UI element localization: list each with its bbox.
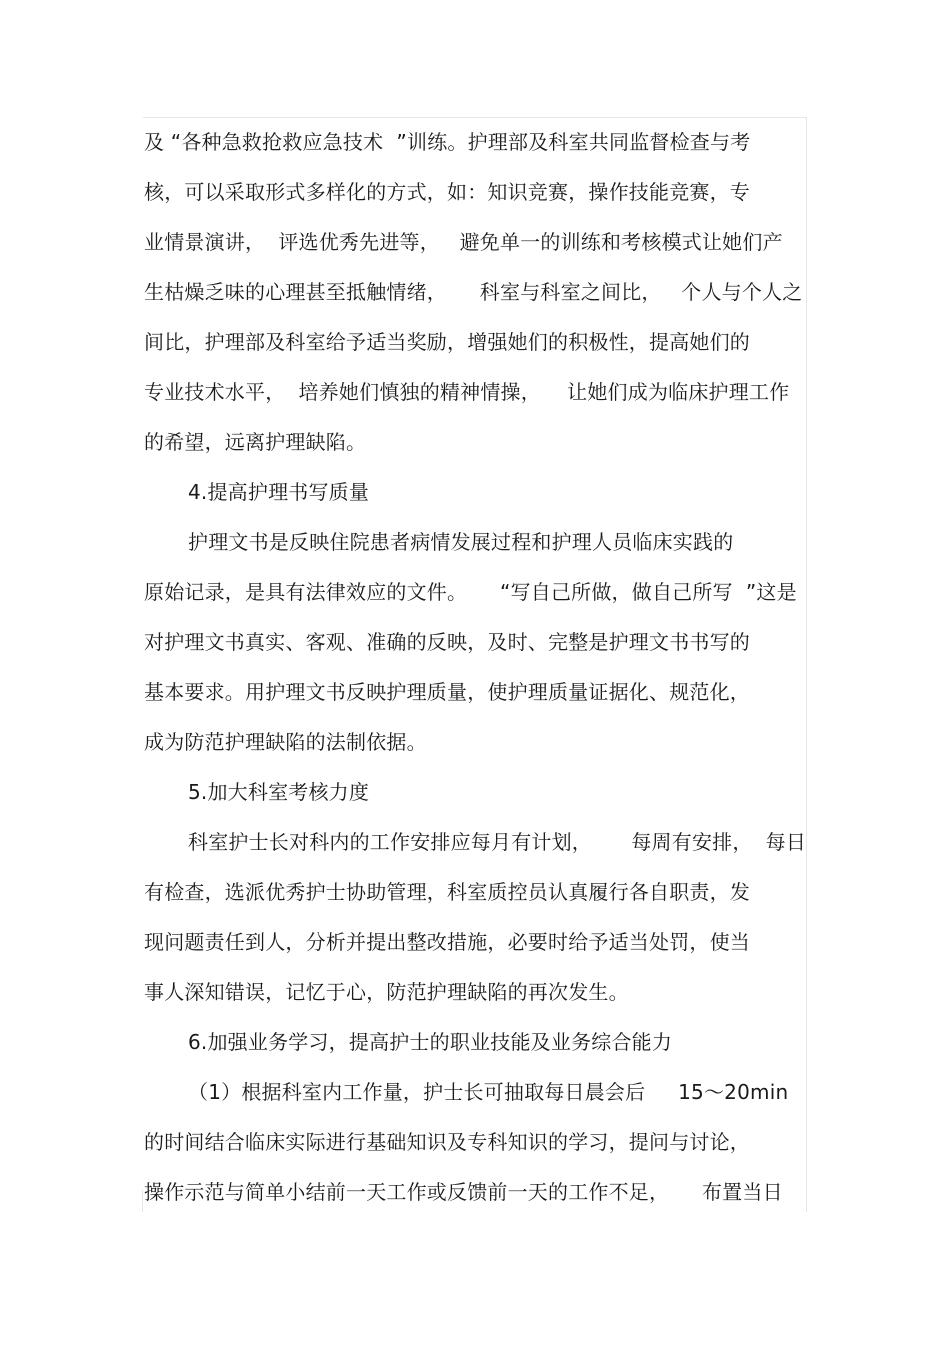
page-border-left bbox=[142, 1190, 143, 1212]
text-line: 事人深知错误，记忆于心，防范护理缺陷的再次发生。 bbox=[144, 980, 629, 1004]
paragraph-first-line: 科室护士长对科内的工作安排应每月有计划， 每周有安排， 每日 bbox=[188, 830, 807, 854]
text-line: 生枯燥乏味的心理甚至抵触情绪， 科室与科室之间比， 个人与个人之 bbox=[144, 280, 803, 304]
text-line: 基本要求。用护理文书反映护理质量，使护理质量证据化、规范化， bbox=[144, 680, 750, 704]
paragraph-first-line: 护理文书是反映住院患者病情发展过程和护理人员临床实践的 bbox=[188, 530, 734, 554]
text-line: 原始记录，是具有法律效应的文件。 “写自己所做，做自己所写 ”这是 bbox=[144, 580, 797, 604]
text-line: 有检查，选派优秀护士协助管理，科室质控员认真履行各自职责，发 bbox=[144, 880, 750, 904]
page-border-top bbox=[143, 117, 806, 118]
text-line: 操作示范与简单小结前一天工作或反馈前一天的工作不足， 布置当日 bbox=[144, 1180, 783, 1204]
section-heading: 4.提高护理书写质量 bbox=[188, 480, 370, 504]
text-line: 及 “各种急救抢救应急技术 ”训练。护理部及科室共同监督检查与考 bbox=[144, 130, 751, 154]
text-line: 现问题责任到人，分析并提出整改措施，必要时给予适当处罚，使当 bbox=[144, 930, 750, 954]
text-line: 业情景演讲， 评选优秀先进等， 避免单一的训练和考核模式让她们产 bbox=[144, 230, 783, 254]
text-line: 成为防范护理缺陷的法制依据。 bbox=[144, 730, 427, 754]
section-heading: 6.加强业务学习，提高护士的职业技能及业务综合能力 bbox=[188, 1030, 673, 1054]
text-line: 的希望，远离护理缺陷。 bbox=[144, 430, 367, 454]
text-line: 对护理文书真实、客观、准确的反映，及时、完整是护理文书书写的 bbox=[144, 630, 750, 654]
text-line: 的时间结合临床实际进行基础知识及专科知识的学习，提问与讨论， bbox=[144, 1130, 750, 1154]
paragraph-first-line: （1）根据科室内工作量，护士长可抽取每日晨会后 15～20min bbox=[188, 1080, 789, 1104]
text-line: 间比，护理部及科室给予适当奖励，增强她们的积极性，提高她们的 bbox=[144, 330, 750, 354]
text-line: 核，可以采取形式多样化的方式，如：知识竞赛，操作技能竞赛，专 bbox=[144, 180, 750, 204]
page-border-right bbox=[806, 117, 807, 1212]
text-line: 专业技术水平， 培养她们慎独的精神情操， 让她们成为临床护理工作 bbox=[144, 380, 790, 404]
section-heading: 5.加大科室考核力度 bbox=[188, 780, 370, 804]
